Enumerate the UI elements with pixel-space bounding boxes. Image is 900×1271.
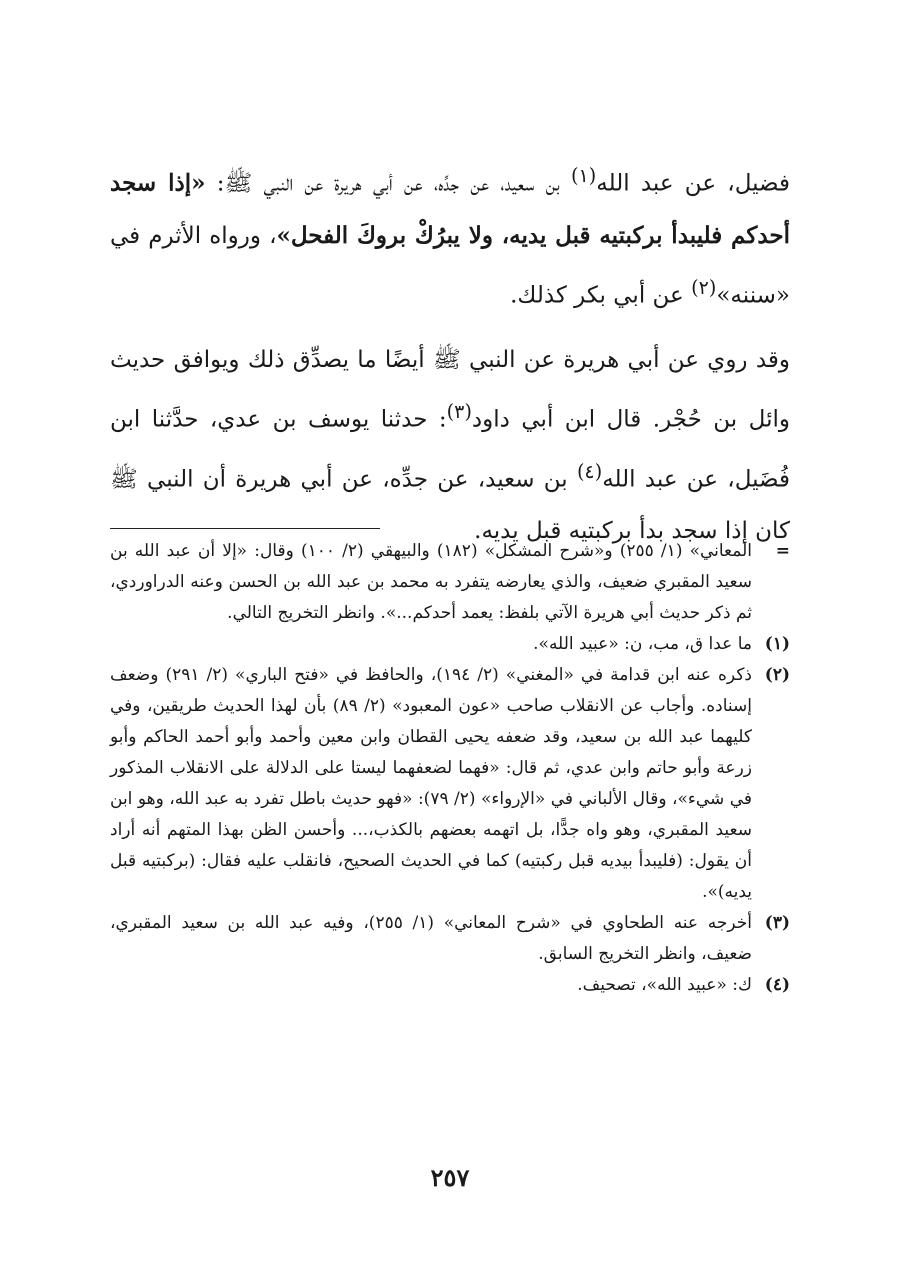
footnote-ref-4[interactable]: (٤) — [576, 459, 603, 483]
footnote-2: (٢) ذكره عنه ابن قدامة في «المغني» (٢/ ١٩٤)، والحافظ في «فتح الباري» (٢/ ٢٩١) وضعف إسناده. وأجاب عن الانقلاب صاحب «عون المعبود» (٢/ ٨٩) بأن لهذا الحديث طريقين، وفي كليهما عبد الله بن سعيد، وقد ضعفه يحيى القطان وابن معين وأحمد وأبو أحمد الحاكم وأبو زرعة وأبو حاتم وابن عدي، ثم قال: «فهما لضعفهما ليستا على الدلالة على الانقلاب المذكور في شيء»، وقال الألباني في «الإرواء» (٢/ ٧٩): «فهو حديث باطل تفرد به عبد الله، وهو ابن سعيد المقبري، وهو واه جدًّا، بل اتهمه بعضهم بالكذب،... وأحسن الظن بهذا المتهم أنه أراد أن يقول: (فليبدأ بيديه قبل ركبتيه) كما في الحديث الصحيح، فانقلب عليه فقال: (بركبتيه قبل يديه)». — [110, 665, 790, 902]
hadith-quote: «إذا سجد أحدكم فليبدأ بركبتيه قبل يديه، ولا يبرُكْ بروكَ الفحل» — [110, 169, 790, 249]
page-number: ٢٥٧ — [430, 1163, 470, 1192]
main-text — [110, 150, 790, 571]
footnote-ref-3[interactable]: (٣) — [446, 400, 472, 424]
footnote-ref-2[interactable]: (٢) — [691, 275, 717, 299]
footnote-ref-1[interactable]: (١) — [571, 164, 597, 187]
footnote-separator — [110, 528, 380, 529]
footnote-3: (٣) أخرجه عنه الطحاوي في «شرح المعاني» (١/ ٢٥٥)، وفيه عبد الله بن سعيد المقبري، ضعيف، وانظر التخريج السابق. — [110, 913, 790, 964]
footnotes — [110, 536, 788, 1001]
paragraph-1: فضيل، عن عبد الله$^{(١)}$ بن سعيد، عن جدِّه، عن أبي هريرة عن النبي ﷺ: «إذا سجد أحدكم فليبدأ بركبتيه قبل يديه، ولا يبرُكْ بروكَ الفحل»، ورواه الأثرم في «سننه»$^{(٢)}$ عن أبي بكر كذلك. — [110, 164, 790, 309]
footnote-4: (٤) ك: «عبيد الله»، تصحيف. — [577, 975, 790, 995]
footnote-continuation: = المعاني» (١/ ٢٥٥) و«شرح المشكل» (١٨٢) والبيهقي (٢/ ١٠٠) وقال: «إلا أن عبد الله بن سعيد المقبري ضعيف، والذي يعارضه يتفرد به محمد بن عبد الله بن الحسن وعنه الدراوردي، ثم ذكر حديث أبي هريرة الآتي بلفظ: يعمد أحدكم...». وانظر التخريج التالي. — [110, 541, 790, 623]
paragraph-2: وقد روي عن أبي هريرة عن النبي ﷺ أيضًا ما يصدِّق ذلك ويوافق حديث وائل بن حُجْر. قال ابن أبي داود$^{(٣)}$: حدثنا يوسف بن عدي، حدَّثنا ابن فُضَيل، عن عبد الله$^{(٤)}$ بن سعيد، عن جدِّه، عن أبي هريرة أن النبي ﷺ كان إذا سجد بدأ بركبتيه قبل يديه. — [110, 347, 791, 544]
footnote-1: (١) ما عدا ق، مب، ن: «عبيد الله». — [533, 634, 790, 654]
